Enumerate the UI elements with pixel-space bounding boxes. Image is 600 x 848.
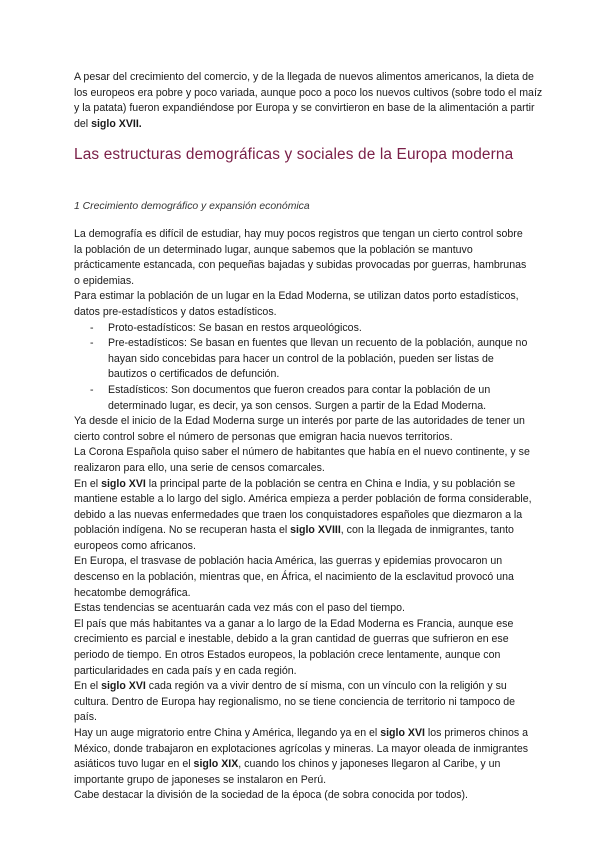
paragraph-3: Ya desde el inicio de la Edad Moderna surge un interés por parte de las autoridades de tener un cierto control sobre el número de personas que emigran hacia nuevos territorios. [74,415,525,443]
bold-run: siglo XIX [193,758,239,771]
paragraph-10 [74,726,532,788]
list-item-text: Estadísticos: Son documentos que fueron creados para contar la población de un determinado lugar, es decir, ya son censos. Surgen a partir de la Edad Moderna. [108,383,491,412]
intro-end: . [138,117,142,130]
paragraph-8: El país que más habitantes va a ganar a lo largo de la Edad Moderna es Francia, aunque ese crecimiento es parcial e inestable, debido a la gran cantidad de guerras que sufrieron en ese periodo de tiempo. En otros Estados europeos, la población crece lentamente, aunque con particularidades en cada país y en cada región. [74,617,514,677]
text-run: los primeros chinos a México, donde trabajaron en explotaciones agrícolas y mineras. La mayor oleada de inmigrantes asiáticos tuvo lugar en el [74,727,529,771]
list-item [74,321,532,337]
text-run: Hay un auge migratorio entre China y América, llegando ya en el [74,727,381,739]
list-item [74,336,532,383]
intro-bold: siglo XVII [91,117,139,130]
paragraph-4: La Corona Española quiso saber el número de habitantes que había en el nuevo continente, y se realizaron para ello, una serie de censos comarcales. [74,446,530,474]
intro-paragraph [74,70,544,132]
list-item-text: Proto-estadísticos: Se basan en restos arqueológicos. [108,321,362,334]
text-run: , con la llegada de inmigrantes, tanto europeos como africanos. [74,524,514,552]
text-run: En el [74,477,102,490]
paragraph-6: En Europa, el trasvase de población hacia América, las guerras y epidemias provocaron un descenso en la población, mientras que, en África, el nacimiento de la esclavitud provocó una hecatombe demográfica. [74,555,514,599]
intro-block [74,70,544,132]
text-run: cada región va a vivir dentro de sí misma, con un vínculo con la religión y su cultura. Dentro de Europa hay regionalismo, no se tiene conciencia de territorio ni tampoco de país. [74,680,516,724]
paragraph-11: Cabe destacar la división de la sociedad de la época (de sobra conocida por todos). [74,789,468,802]
text-run: la principal parte de la población se centra en China e India, y su población se mantiene estable a lo largo del siglo. América empieza a perder población de forma considerable, debido a las nuevas enfermedades que traen los conquistadores españoles que diezmaron a la población indígena. No se recuperan hasta el [74,477,532,537]
main-body [74,227,532,804]
text-run: En el [74,680,102,693]
section-heading: Las estructuras demográficas y sociales de la Europa moderna [74,146,514,163]
text-run: , cuando los chinos y japoneses llegaron al Caribe, y un importante grupo de japoneses se instalaron en Perú. [74,758,501,786]
bold-run: siglo XVI [101,477,146,490]
bold-run: siglo XVI [101,680,146,693]
intro-text: A pesar del crecimiento del comercio, y de la llegada de nuevos alimentos americanos, la dieta de los europeos era pobre y poco variada, aunque poco a poco los nuevos cultivos (sobre todo el maíz y la patata) fueron expandiéndose por Europa y se convirtieron en base de la alimentación a partir del [74,71,543,130]
paragraph-1: La demografía es difícil de estudiar, hay muy pocos registros que tengan un cierto control sobre la población de un determinado lugar, aunque sabemos que la población se mantuvo prácticamente estancada, con pequeñas bajadas y subidas provocadas por guerras, hambrunas o epidemias. [74,228,527,287]
list-dash: - [90,383,94,396]
list-item-text: Pre-estadísticos: Se basan en fuentes que llevan un recuento de la población, aunque no hayan sido concebidas para hacer un control de la población, pueden ser listas de bautizos o certificados de defunción. [108,337,528,381]
bold-run: siglo XVI [380,727,425,739]
list-dash: - [90,337,94,350]
bold-run: siglo XVIII [290,524,341,537]
paragraph-7: Estas tendencias se acentuarán cada vez más con el paso del tiempo. [74,602,405,615]
paragraph-9 [74,679,532,726]
paragraph-5 [74,477,532,555]
list-dash: - [90,321,94,334]
paragraph-2: Para estimar la población de un lugar en la Edad Moderna, se utilizan datos porto estadísticos, datos pre-estadísticos y datos estadísticos. [74,290,519,318]
list-item [74,383,532,414]
data-types-list [74,321,532,415]
subsection-title: 1 Crecimiento demográfico y expansión económica [74,201,310,212]
